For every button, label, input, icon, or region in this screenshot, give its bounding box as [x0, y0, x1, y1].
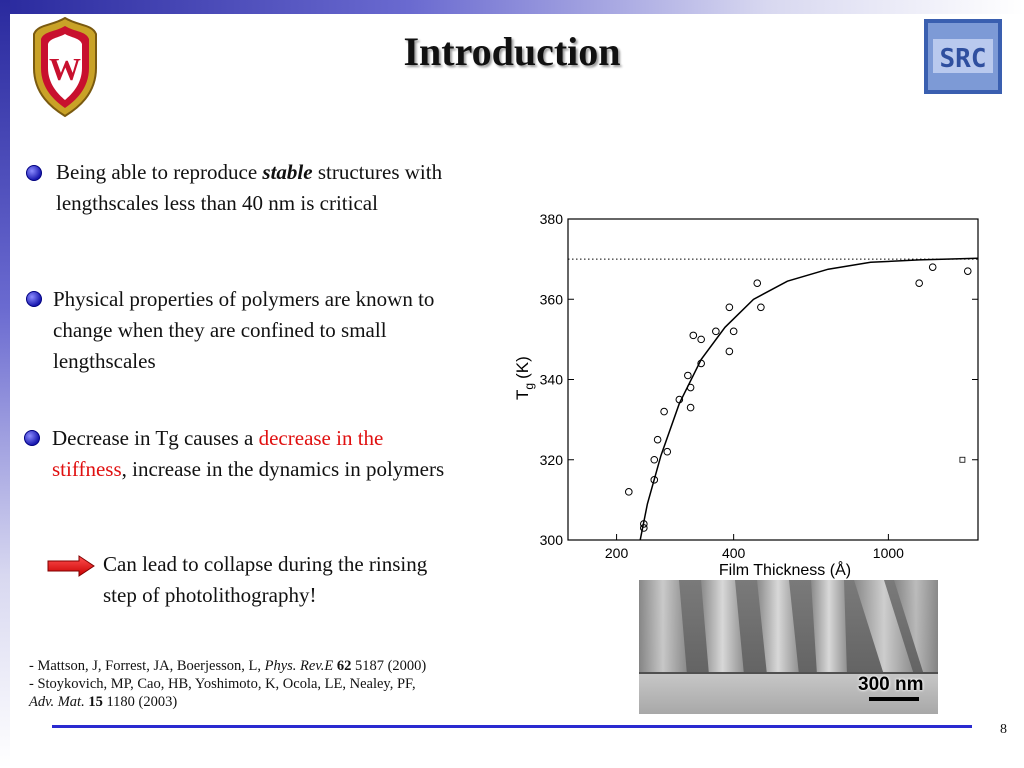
bullet-dot-1 [26, 165, 42, 181]
data-point [713, 328, 720, 335]
fit-curve [640, 258, 978, 540]
slide-title: Introduction [403, 29, 621, 74]
references [29, 657, 426, 711]
ref1-journal: Phys. Rev.E [264, 658, 334, 674]
data-point [698, 336, 705, 343]
bullet-dot-2 [26, 291, 42, 307]
data-point [661, 408, 668, 415]
bullet-1-text-start: Being able to reproduce [56, 160, 263, 184]
reference-2-line-2 [29, 693, 426, 711]
tg-vs-thickness-chart [500, 205, 990, 585]
x-tick-label: 200 [604, 545, 629, 561]
ref2-journal: Adv. Mat. [29, 694, 85, 710]
ref1-authors: - Mattson, J, Forrest, JA, Boerjesson, L, [29, 658, 265, 674]
uw-crest-logo [30, 16, 100, 118]
bullet-3 [52, 423, 447, 485]
data-points [625, 264, 971, 531]
top-gradient-bar [0, 0, 1024, 14]
data-point [651, 456, 658, 463]
page-number: 8 [1000, 722, 1007, 737]
x-tick-label: 400 [721, 545, 746, 561]
footer-line [52, 725, 972, 728]
data-point [754, 280, 761, 287]
y-axis-label-main: T [513, 389, 532, 400]
reference-1 [29, 657, 426, 675]
bullet-1 [56, 157, 446, 219]
y-tick-label: 300 [539, 532, 563, 548]
y-tick-label: 340 [539, 371, 563, 388]
left-gradient-bar [0, 0, 10, 768]
bullet-3-text-start: Decrease in Tg causes a [52, 426, 259, 450]
y-axis-label-unit: (K) [513, 356, 532, 379]
plot-frame [568, 219, 978, 540]
bullet-2-text: Physical properties of polymers are known to change when they are confined to small lengthscales [53, 287, 435, 373]
src-logo-text: SRC [939, 44, 987, 74]
square-data-point [960, 457, 965, 462]
data-point [964, 268, 971, 275]
red-arrow-icon [47, 555, 95, 577]
data-point [664, 448, 671, 455]
data-point [687, 404, 694, 411]
y-tick-label: 360 [539, 291, 563, 308]
data-point [690, 332, 697, 339]
y-tick-label: 320 [539, 451, 563, 468]
data-point [726, 348, 733, 355]
ref1-pages: 5187 (2000) [351, 658, 427, 674]
src-logo [924, 19, 1002, 94]
ref2-volume: 15 [88, 694, 103, 710]
y-axis-ticks [540, 211, 978, 548]
y-tick-label: 380 [539, 211, 563, 227]
ref1-volume: 62 [336, 658, 352, 674]
y-axis-label-sub: g [522, 382, 536, 390]
arrow-note-text: Can lead to collapse during the rinsing step of photolithography! [103, 552, 428, 607]
x-axis-ticks [605, 534, 904, 561]
data-point [685, 372, 692, 379]
data-point [654, 436, 661, 443]
x-tick-label: 1000 [872, 545, 904, 561]
x-axis-label: Film Thickness (Å) [718, 562, 852, 579]
sem-scale-label: 300 nm [858, 674, 924, 695]
bullet-1-text-end: structures with lengthscales less than 40 nm is critical [56, 160, 443, 215]
data-point [916, 280, 923, 287]
y-axis-label [513, 356, 536, 400]
bullet-3-text-end: , increase in the dynamics in polymers [121, 457, 445, 481]
svg-text:Tg(K) [513, 356, 536, 400]
bullet-3-red-text: decrease in the stiffness [52, 426, 384, 481]
bullet-1-emphasis: stable [262, 160, 313, 184]
bullet-2 [53, 284, 438, 377]
ref2-pages: 1180 (2003) [102, 694, 178, 710]
sem-scale-bar [869, 697, 919, 701]
crest-letter: W [49, 51, 81, 87]
data-point [758, 304, 765, 311]
data-point [687, 384, 694, 391]
data-point [730, 328, 737, 335]
bullet-dot-3 [24, 430, 40, 446]
data-point [929, 264, 936, 271]
arrow-note [103, 549, 453, 611]
reference-2-line-1: - Stoykovich, MP, Cao, HB, Yoshimoto, K, Ocola, LE, Nealey, PF, [29, 676, 416, 692]
data-point [726, 304, 733, 311]
data-point [625, 489, 632, 496]
